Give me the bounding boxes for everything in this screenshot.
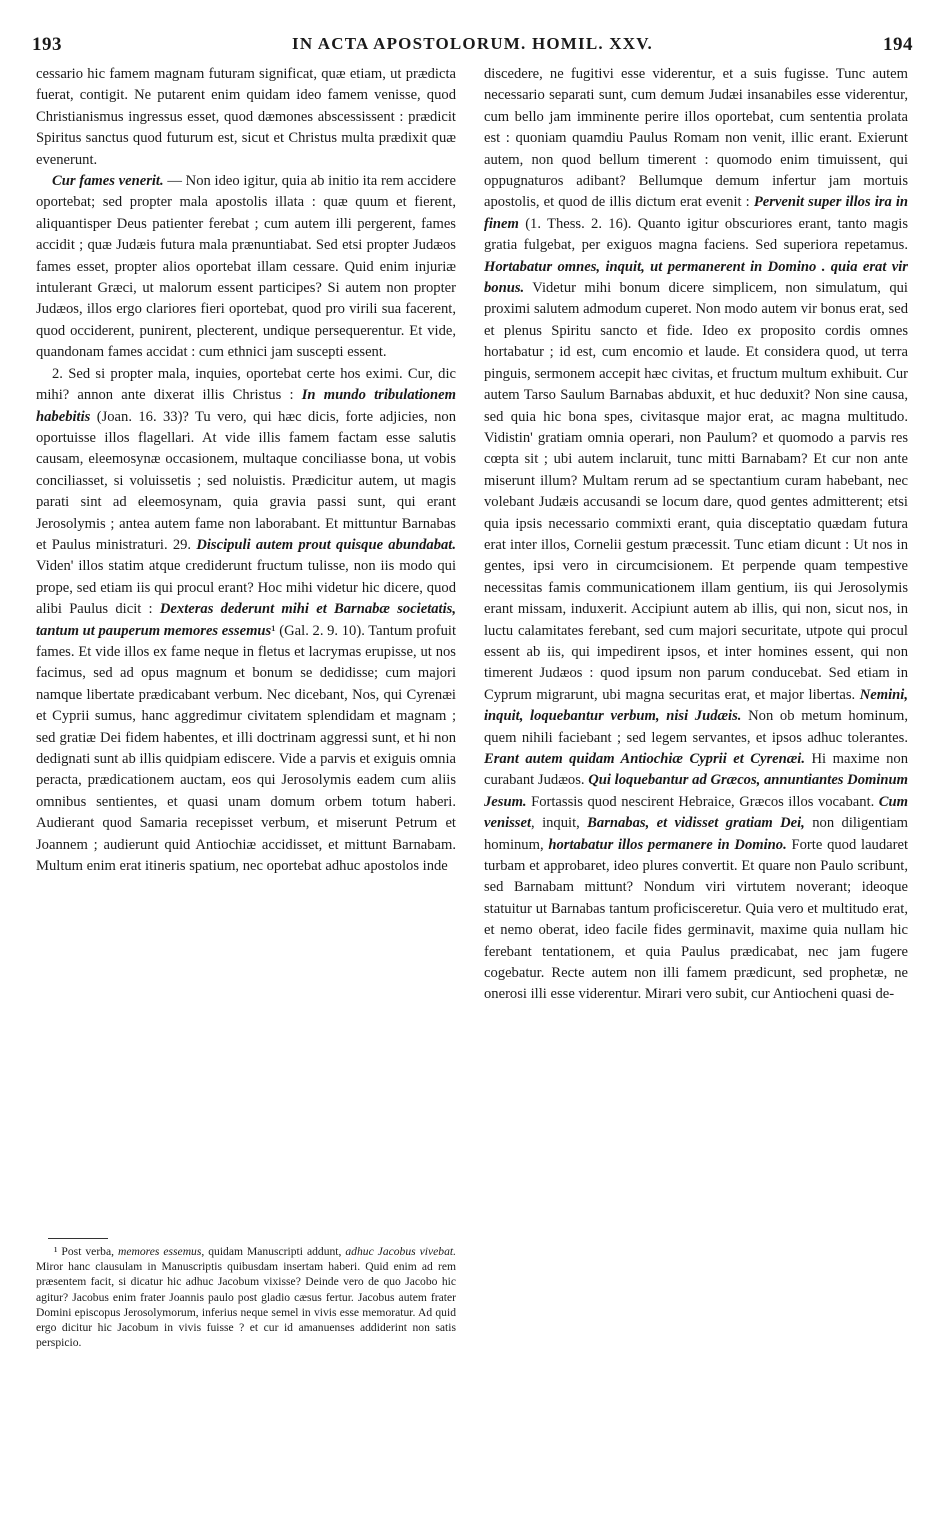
italic-quote: Cum venisset — [484, 793, 908, 832]
text-run: Videtur mihi bonum dicere simplicem, non simulatum, qui proximi salutem admodum cuperet. Non modo autem vir bonus erat, sed et plenus Spiritu sancto et fide. Ideo ex proposito cordis omnes hortabatur ; id est, cum encomio et laude. Et considera quod, ut terra pinguis, sermonem accepit hæc civitas, et fructum multum exhibuit. Cur autem Tarso Saulum Barnabas abduxit, et huc deduxit? Non sine causa, sed quia hic bona spes, civitasque major erat, ac magna multitudo. Vidistin' gratiam omnia operari, non Paulum? et quomodo a parvis res cœpta sit ; ubi autem inclaruit, tunc mitti Barnabam? Et cur non ante miserunt illum? Multam rerum ad se spectantium curam habebant, nec volebant Judæis accusandi se locum dare, quod gentes admitterent; etsi quia ipsis necessario commixti erant, quia disceptatio quædam futura erat inter illos, Cornelii gestum præcessit. Tunc etiam dicunt : Ut nos in gentes, ipsi vero in circumcisionem. Et perpende quam tempestive necessitas famis communicationem illam gentium, iis qui Jerosolymis erant missam, induxerit. Accipiunt autem ab illis, qui non, sicut nos, in luctu calamitates ferebant, sed cum majori securitate, utpote qui procul essent ab iis, qui impedirent ipsos, et inter homines essent, qui non timerent Judæos : quod ipsum non parum conducebat. Sed etiam in Cyprum migrarunt, ubi magna securitas erat, et major libertas. — [484, 280, 908, 703]
page-number-right: 194 — [883, 34, 913, 55]
italic-quote: Qui loquebantur ad Græcos, annuntiantes Dominum Jesum. — [484, 772, 909, 810]
text-run: Forte quod laudaret turbam et approbaret, ideo plures convertit. Et quare non Paulo scribunt, sed Barnabam mittunt? Nondum viri virtutem noverant; ideoque statuitur ut Barnabas tantum proficisceretur. Quia vero et multitudo erat, et nemo oberat, ideo facile fides germinavit, maxime quia nullam hic ferebant tentationem, et quia Paulus prædicabat, nec jam fugere cogebatur. Recte autem non illi famem prædicunt, sed prophetæ, ne onerosi illi esse viderentur. Mirari vero subit, cur Antiocheni quasi de- — [484, 836, 909, 1003]
italic-quote: In mundo tribulationem habebitis — [36, 387, 456, 425]
text-run: Miror hanc clausulam in Manuscriptis quibusdam insertam haberi. Quid enim ad rem præsentem facit, si dicatur hic adhuc Jacobum vixisse? Deinde vero de quo Jacobo hic agitur? Jacobus enim frater Joannis paulo post gladio cæsus fertur. Jacobus autem frater Domini episcopus Jerosolymorum, inferius neque semel in vivis esse memoratur. Ad quid ergo dicitur hic Jacobum in vivis fuisse ? et cur id amanuenses addiderint non satis perspicio. — [36, 1260, 456, 1350]
footnote-text — [36, 1244, 456, 1350]
text-run: , inquit, — [531, 815, 588, 832]
italic-quote: Nemini, inquit, loquebantur verbum, nisi Judæis. — [484, 686, 908, 725]
paragraph — [36, 64, 456, 171]
text-run: non diligentiam hominum, — [484, 815, 908, 853]
text-run: ¹ Post verba, — [54, 1245, 118, 1258]
right-column — [484, 64, 908, 1006]
footnote — [36, 1244, 456, 1350]
text-run: , quidam Manuscripti addunt, — [201, 1245, 346, 1258]
text-run: ¹ (Gal. 2. 9. 10). Tantum profuit fames. Et vide illos ex fame neque in fletus et lacrymas erupisse, ut nos facimus, sed ad opus magnum et bonum se dedidisse; cum majori namque libertate prædicabant verbum. Nec dicebant, Nos, qui Cyrenæi et Cyprii sumus, hanc aggredimur civitatem splendidam et magnam ; sed gratiæ Dei fidem habentes, et illi doctrinam aggressi sunt, et hi non dedignati sunt ab illis quidpiam ediscere. Vide a parvis et exiguis omnia peracta, prædicationem auctam, eos qui Jerosolymis eadem cum aliis omnibus sentientes, et quasi unam domum orbem totum haberi. Audierant quod Samaria recepisset verbum, et miserunt Petrum et Joannem ; audierunt quid Antiochiæ accidisset, et mittunt Barnabam. Multum enim erat itineris spatium, nec oportebat adhuc apostolos inde — [36, 622, 456, 875]
text-run: (Joan. 16. 33)? Tu vero, qui hæc dicis, forte adjicies, non oportuisse illos flagellari. At vide illis famem factam esse salutis causam, eleemosynæ occasionem, multaque conciliasse bona, ut vobis conciliasset, si voluissetis ; sed noluistis. Prædicitur autem, ut magis parati sint ad eleemosynam, quia gravia passi sunt, qui erant Jerosolymis ; antea autem fame non laborabant. Et mittuntur Barnabas et Paulus ministraturi. 29. — [36, 408, 456, 553]
text-run: (1. Thess. 2. 16). Quanto igitur obscuriores erant, tanto magis gratia fulgebat, per exiguos magna faciens. Sed superiora repetamus. — [484, 215, 908, 254]
text-run: discedere, ne fugitivi esse viderentur, et a suis fugisse. Tunc autem necessario separati sunt, cum demum Judæi insanabiles esse viderentur, cum bello jam imminente perire illos oportebat, cum sententia prolata est : quoniam quamdiu Paulus Romam non venit, illic erant. Exierunt autem, non quod bellum timerent : quomodo enim timuissent, qui oppugnaturos adibant? Bellumque demum infertur jam mortuis apostolis, et quod de illis dictum erat evenit : — [484, 66, 908, 211]
text-run: cessario hic famem magnam futuram significat, quæ etiam, ut prædicta fuerat, contigit. Ne putarent enim quidam ideo famem venisse, quod Christianismus ingressus esset, quod dæmones abscessissent : prædicit Spiritus sanctus quod futurum est, sicut et Christus multa prædixit quæ evenerunt. — [36, 66, 456, 168]
paragraph — [36, 171, 456, 364]
running-header — [32, 34, 913, 60]
text-run: 2. Sed si propter mala, inquies, oportebat certe hos eximi. Cur, dic mihi? annon ante dixerat illis Christus : — [36, 365, 456, 404]
footnote-rule — [48, 1238, 108, 1239]
italic-quote: Discipuli autem prout quisque abundabat. — [196, 536, 456, 553]
italic-quote: Dexteras dederunt mihi et Barnabæ societatis, tantum ut pauperum memores essemus — [36, 601, 456, 639]
text-run: Hi maxime non curabant Judæos. — [484, 751, 908, 789]
italic-run: adhuc Jacobus vivebat. — [345, 1245, 456, 1258]
paragraph — [36, 364, 456, 878]
paragraph — [484, 64, 908, 1006]
text-run: Non ob metum hominum, quem nihili faciebant ; sed legem servantes, et ipsos adhuc tolerantes. — [484, 708, 908, 746]
text-run: — Non ideo igitur, quia ab initio ita rem accidere oportebat; sed propter mala apostolis illata : quæ quum et fierent, aliquantisper Deus patienter ferebat ; cum autem illi pergerent, fames accidit ; quæ Judæis futura mala prænuntiabat. Sed etsi propter Judæos fames esset, propter alios oportebat illam cessare. Quid enim injuriæ intulerant Græci, ut malorum essent participes? Si autem non propter Judæos, illos ergo clariores fieri oportebat, quod pro virili sua facerent, quod occiderent, punirent, plecterent, undique persequerentur. Et vide, quandonam fames accidat : cum ethnici jam suscepti essent. — [36, 173, 456, 361]
text-run: Fortassis quod nescirent Hebraice, Græcos illos vocabant. — [526, 793, 879, 810]
text-run: Viden' illos statim atque crediderunt fructum tulisse, non iis modo qui prope, sed etiam iis qui procul erant? Hoc mihi videtur hic dicere, quod alibi Paulus dicit : — [36, 558, 456, 618]
italic-heading: Cur fames venerit. — [52, 173, 164, 190]
italic-quote: Hortabatur omnes, inquit, ut permanerent in Domino . quia erat vir bonus. — [484, 258, 908, 297]
italic-quote: Erant autem quidam Antiochiæ Cyprii et Cyrenæi. — [484, 751, 806, 767]
italic-quote: Barnabas, et vidisset gratiam Dei, — [587, 815, 805, 832]
italic-run: memores essemus — [117, 1245, 202, 1258]
italic-quote: Pervenit super illos ira in finem — [484, 194, 908, 232]
page-number-left: 193 — [32, 34, 62, 55]
left-column — [36, 64, 456, 877]
italic-quote: hortabatur illos permanere in Domino. — [548, 836, 787, 853]
running-title: IN ACTA APOSTOLORUM. HOMIL. XXV. — [292, 34, 653, 53]
